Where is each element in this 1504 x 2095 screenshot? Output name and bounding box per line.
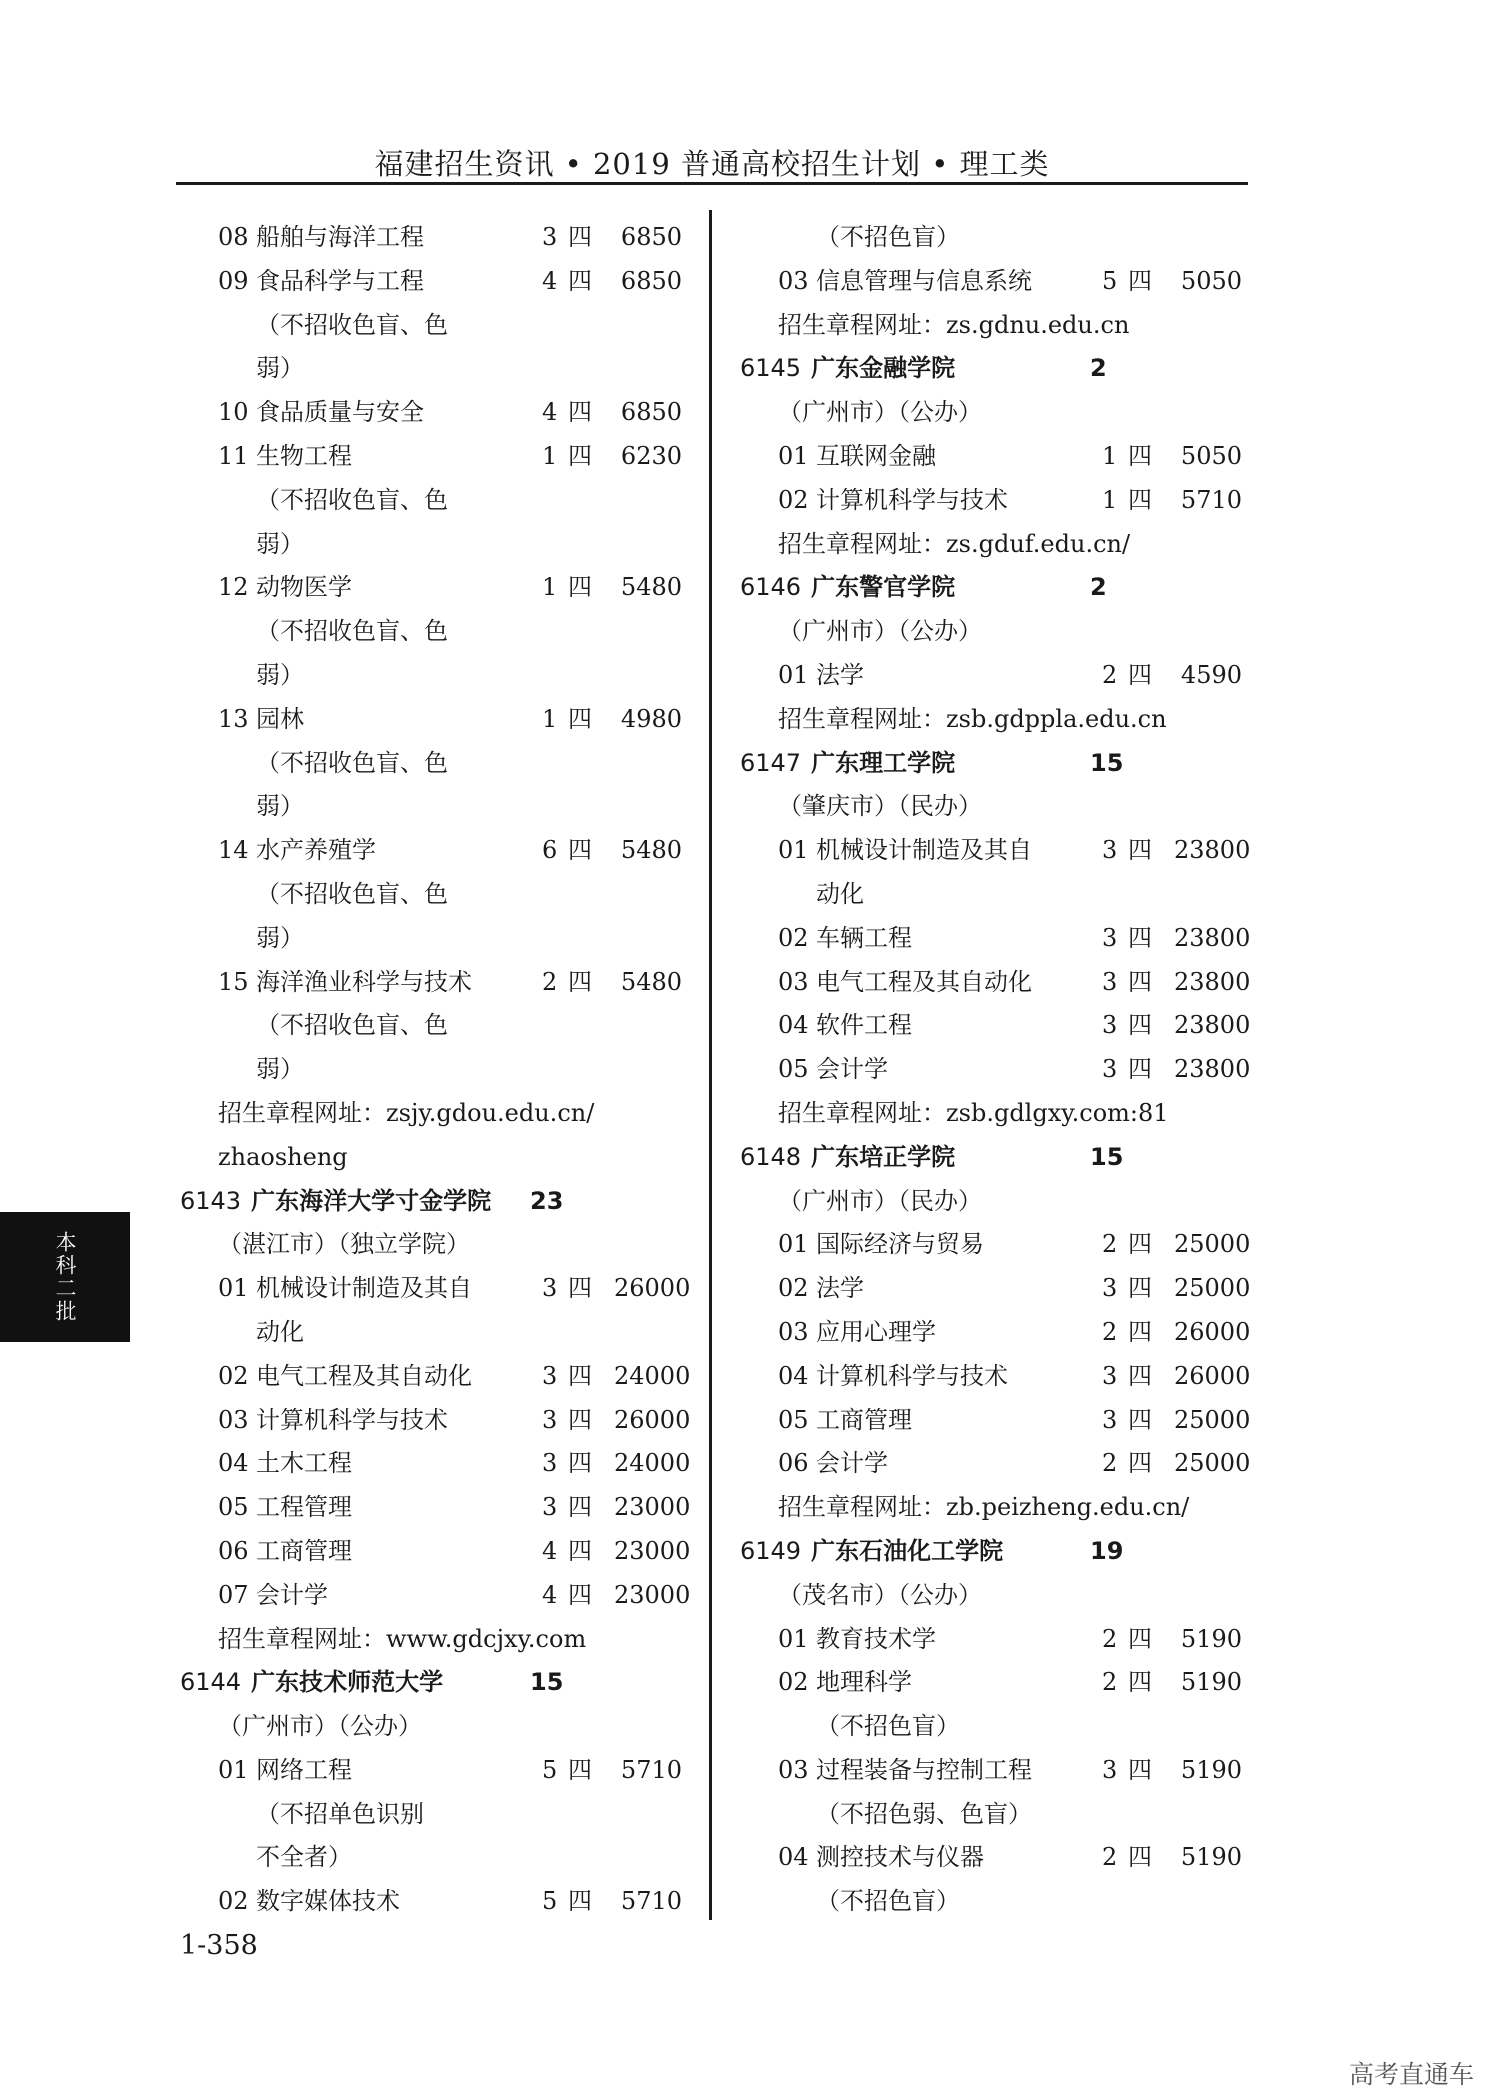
- page-number: 1-358: [180, 1930, 258, 1961]
- restriction-note: （不招收色盲、色: [256, 617, 448, 646]
- major-row: [180, 216, 680, 260]
- major-quota: 1: [542, 441, 558, 470]
- major-quota: 3: [1102, 1011, 1118, 1040]
- major-code: 02: [778, 923, 809, 952]
- major-quota: 3: [542, 1274, 558, 1303]
- major-name: 法学: [816, 1274, 864, 1303]
- info-line: 招生章程网址：zsb.gdppla.edu.cn: [778, 704, 1167, 733]
- major-duration: 四: [1128, 1449, 1152, 1478]
- major-row: [180, 1574, 691, 1618]
- right-column: [740, 216, 1251, 1924]
- major-row: [180, 1486, 691, 1530]
- major-fee: 25000: [1174, 1449, 1251, 1478]
- major-name: 会计学: [256, 1580, 328, 1609]
- major-duration: 四: [568, 1580, 592, 1609]
- major-duration: 四: [568, 441, 592, 470]
- major-name: 会计学: [816, 1449, 888, 1478]
- major-duration: 四: [1128, 485, 1152, 514]
- school-code: 6147: [740, 748, 802, 777]
- major-quota: 3: [1102, 1274, 1118, 1303]
- info-line: （广州市）（公办）: [218, 1712, 422, 1741]
- major-code: 03: [218, 1405, 249, 1434]
- major-row: [740, 1749, 1240, 1793]
- major-name: 土木工程: [256, 1449, 352, 1478]
- major-row: [740, 1311, 1251, 1355]
- major-name: 生物工程: [256, 441, 352, 470]
- major-row: [740, 654, 1240, 698]
- major-quota: 3: [1102, 1361, 1118, 1390]
- major-duration: 四: [568, 1361, 592, 1390]
- major-name: 食品质量与安全: [256, 398, 424, 427]
- major-fee: 25000: [1174, 1230, 1251, 1259]
- major-name: 机械设计制造及其自: [256, 1274, 472, 1303]
- major-row: [740, 1048, 1251, 1092]
- major-name: 会计学: [816, 1055, 888, 1084]
- major-code: 06: [778, 1449, 809, 1478]
- major-name: 国际经济与贸易: [816, 1230, 984, 1259]
- major-fee: 24000: [614, 1361, 691, 1390]
- restriction-note: （不招收色盲、色: [256, 1011, 448, 1040]
- school-quota: 15: [530, 1668, 564, 1697]
- major-duration: 四: [568, 266, 592, 295]
- school-name: 广东金融学院: [811, 354, 956, 383]
- major-duration: 四: [568, 1755, 592, 1784]
- major-duration: 四: [568, 398, 592, 427]
- major-name: 车辆工程: [816, 923, 912, 952]
- major-fee: 23800: [1174, 967, 1251, 996]
- major-fee: 26000: [1174, 1317, 1251, 1346]
- major-name: 计算机科学与技术: [816, 1361, 1008, 1390]
- major-row: [740, 1442, 1251, 1486]
- major-duration: 四: [1128, 660, 1152, 689]
- restriction-note: 弱）: [256, 923, 304, 952]
- major-fee: 26000: [614, 1274, 691, 1303]
- major-quota: 6: [542, 836, 558, 865]
- info-line: （广州市）（公办）: [778, 617, 982, 646]
- major-name: 电气工程及其自动化: [256, 1361, 472, 1390]
- major-duration: 四: [1128, 1624, 1152, 1653]
- major-name: 过程装备与控制工程: [816, 1755, 1032, 1784]
- school-quota: 23: [530, 1186, 564, 1215]
- school-code: 6148: [740, 1142, 802, 1171]
- major-name: 工商管理: [816, 1405, 912, 1434]
- restriction-note: （不招色盲）: [816, 223, 960, 251]
- school-quota: 19: [1090, 1536, 1124, 1565]
- info-line: 招生章程网址：zb.peizheng.edu.cn/: [778, 1493, 1190, 1522]
- major-row: [180, 1880, 680, 1924]
- restriction-note: （不招收色盲、色: [256, 748, 448, 777]
- major-fee: 23000: [614, 1580, 691, 1609]
- major-duration: 四: [1128, 1405, 1152, 1434]
- major-row: [740, 1836, 1240, 1880]
- major-code: 01: [778, 1624, 809, 1653]
- info-line: 招生章程网址：zsjy.gdou.edu.cn/: [218, 1098, 595, 1127]
- major-fee: 26000: [614, 1405, 691, 1434]
- major-code: 02: [778, 485, 809, 514]
- major-code: 14: [218, 836, 249, 865]
- restriction-note: 弱）: [256, 354, 304, 383]
- info-line: 招生章程网址：www.gdcjxy.com: [218, 1624, 587, 1653]
- major-row: [740, 479, 1240, 523]
- restriction-note: （不招色弱、色盲）: [816, 1799, 1032, 1828]
- major-code: 09: [218, 266, 249, 295]
- major-quota: 2: [1102, 1230, 1118, 1259]
- major-fee: 23800: [1174, 1011, 1251, 1040]
- major-code: 10: [218, 398, 249, 427]
- major-name: 工程管理: [256, 1493, 352, 1522]
- school-header: [740, 742, 1240, 786]
- major-fee: 5190: [1180, 1843, 1242, 1872]
- school-name: 广东培正学院: [811, 1142, 956, 1171]
- school-quota: 2: [1090, 354, 1107, 383]
- major-row: [180, 260, 680, 304]
- restriction-note: （不招收色盲、色: [256, 310, 448, 339]
- major-duration: 四: [568, 836, 592, 865]
- info-line: （茂名市）（公办）: [778, 1580, 982, 1609]
- page-header: 福建招生资讯 • 2019 普通高校招生计划 • 理工类: [374, 147, 1050, 181]
- major-code: 08: [218, 223, 249, 251]
- major-duration: 四: [1128, 1668, 1152, 1697]
- major-name: 测控技术与仪器: [816, 1843, 984, 1872]
- info-line: zhaosheng: [218, 1142, 348, 1171]
- school-name: 广东技术师范大学: [251, 1668, 444, 1697]
- header-rule: [176, 182, 1248, 185]
- side-tab-label: 本科二批: [53, 1231, 77, 1323]
- school-quota: 2: [1090, 573, 1107, 602]
- major-quota: 2: [1102, 1317, 1118, 1346]
- major-duration: 四: [1128, 1361, 1152, 1390]
- major-quota: 3: [1102, 967, 1118, 996]
- restriction-note: （不招色盲）: [816, 1887, 960, 1916]
- major-name: 电气工程及其自动化: [816, 967, 1032, 996]
- major-code: 07: [218, 1580, 249, 1609]
- major-quota: 2: [1102, 1449, 1118, 1478]
- school-code: 6149: [740, 1536, 802, 1565]
- major-code: 04: [778, 1843, 809, 1872]
- restriction-note: 不全者）: [256, 1843, 352, 1872]
- major-duration: 四: [568, 1536, 592, 1565]
- major-duration: 四: [568, 1449, 592, 1478]
- school-header: [180, 1180, 680, 1224]
- major-row: [740, 961, 1251, 1005]
- major-code: 02: [778, 1668, 809, 1697]
- major-code: 11: [218, 441, 249, 470]
- major-fee: 5190: [1180, 1668, 1242, 1697]
- major-fee: 4590: [1180, 660, 1242, 689]
- major-name: 软件工程: [816, 1011, 912, 1040]
- major-quota: 2: [1102, 1668, 1118, 1697]
- major-fee: 5480: [620, 967, 682, 996]
- info-line: （广州市）（公办）: [778, 398, 982, 427]
- major-quota: 1: [1102, 441, 1118, 470]
- major-duration: 四: [1128, 1317, 1152, 1346]
- restriction-note: （不招色盲）: [816, 1712, 960, 1741]
- left-column: [180, 216, 691, 1924]
- major-row: [180, 1399, 691, 1443]
- major-row: [740, 1355, 1251, 1399]
- major-row: [180, 435, 680, 479]
- major-fee: 6850: [620, 398, 682, 427]
- major-row: [740, 435, 1240, 479]
- major-code: 01: [778, 1230, 809, 1259]
- school-header: [180, 1661, 680, 1705]
- major-fee: 5190: [1180, 1755, 1242, 1784]
- major-row: [180, 698, 680, 742]
- major-fee: 26000: [1174, 1361, 1251, 1390]
- major-duration: 四: [1128, 441, 1152, 470]
- major-row: [180, 1267, 691, 1311]
- major-code: 01: [778, 660, 809, 689]
- major-name: 机械设计制造及其自: [816, 836, 1032, 865]
- major-code: 01: [218, 1274, 249, 1303]
- major-row: [180, 1530, 691, 1574]
- major-row: [180, 829, 680, 873]
- major-code: 06: [218, 1536, 249, 1565]
- major-quota: 2: [1102, 1624, 1118, 1653]
- major-row: [740, 1618, 1240, 1662]
- major-code: 12: [218, 573, 249, 602]
- major-duration: 四: [1128, 1755, 1152, 1784]
- major-code: 03: [778, 1317, 809, 1346]
- major-duration: 四: [1128, 1274, 1152, 1303]
- major-quota: 1: [542, 573, 558, 602]
- major-quota: 4: [542, 266, 558, 295]
- major-quota: 5: [542, 1755, 558, 1784]
- major-duration: 四: [1128, 266, 1152, 295]
- major-code: 01: [218, 1755, 249, 1784]
- major-code: 05: [778, 1055, 809, 1084]
- major-fee: 6850: [620, 223, 682, 251]
- major-quota: 5: [542, 1887, 558, 1916]
- info-line: （湛江市）（独立学院）: [218, 1230, 470, 1259]
- major-quota: 3: [542, 1493, 558, 1522]
- major-fee: 5710: [620, 1755, 682, 1784]
- school-name: 广东石油化工学院: [811, 1536, 1004, 1565]
- major-quota: 3: [1102, 1055, 1118, 1084]
- major-code: 15: [218, 967, 249, 996]
- major-quota: 3: [1102, 836, 1118, 865]
- major-row: [740, 1223, 1251, 1267]
- major-duration: 四: [1128, 923, 1152, 952]
- major-duration: 四: [568, 1274, 592, 1303]
- restriction-note: 弱）: [256, 529, 304, 558]
- major-quota: 3: [542, 223, 558, 251]
- major-name: 地理科学: [816, 1668, 912, 1697]
- major-code: 02: [778, 1274, 809, 1303]
- major-duration: 四: [568, 704, 592, 733]
- major-code: 03: [778, 1755, 809, 1784]
- school-quota: 15: [1090, 1142, 1124, 1171]
- major-duration: 四: [1128, 836, 1152, 865]
- major-fee: 6850: [620, 266, 682, 295]
- major-row: [740, 1399, 1251, 1443]
- major-name: 信息管理与信息系统: [816, 266, 1032, 295]
- school-header: [740, 1530, 1240, 1574]
- major-quota: 3: [542, 1361, 558, 1390]
- major-quota: 4: [542, 1536, 558, 1565]
- major-row: [740, 260, 1240, 304]
- major-name: 法学: [816, 660, 864, 689]
- major-name: 园林: [256, 704, 304, 733]
- major-row: [740, 1267, 1251, 1311]
- restriction-note: （不招收色盲、色: [256, 485, 448, 514]
- major-duration: 四: [568, 967, 592, 996]
- major-duration: 四: [568, 1493, 592, 1522]
- major-name: 计算机科学与技术: [256, 1405, 448, 1434]
- info-line: 招生章程网址：zs.gdnu.edu.cn: [778, 310, 1130, 339]
- major-fee: 25000: [1174, 1405, 1251, 1434]
- major-fee: 23800: [1174, 923, 1251, 952]
- major-fee: 24000: [614, 1449, 691, 1478]
- major-fee: 23000: [614, 1536, 691, 1565]
- major-quota: 3: [542, 1405, 558, 1434]
- restriction-note: （不招单色识别: [256, 1799, 424, 1828]
- major-quota: 4: [542, 1580, 558, 1609]
- school-quota: 15: [1090, 748, 1124, 777]
- major-name: 船舶与海洋工程: [256, 223, 424, 251]
- major-quota: 1: [1102, 485, 1118, 514]
- major-fee: 6230: [620, 441, 682, 470]
- major-quota: 1: [542, 704, 558, 733]
- info-line: 招生章程网址：zs.gduf.edu.cn/: [778, 529, 1131, 558]
- major-code: 02: [218, 1887, 249, 1916]
- major-row: [180, 1355, 691, 1399]
- school-header: [740, 347, 1240, 391]
- major-quota: 2: [1102, 1843, 1118, 1872]
- school-code: 6144: [180, 1668, 242, 1697]
- major-duration: 四: [568, 223, 592, 251]
- major-code: 13: [218, 704, 249, 733]
- major-code: 03: [778, 266, 809, 295]
- major-fee: 5480: [620, 573, 682, 602]
- info-line: （广州市）（民办）: [778, 1186, 982, 1215]
- school-header: [740, 1136, 1240, 1180]
- major-code: 01: [778, 836, 809, 865]
- major-row: [740, 1004, 1251, 1048]
- major-fee: 25000: [1174, 1274, 1251, 1303]
- major-name: 工商管理: [256, 1536, 352, 1565]
- watermark: 高考直通车: [1348, 2060, 1474, 2089]
- major-row: [180, 961, 680, 1005]
- major-quota: 2: [1102, 660, 1118, 689]
- school-name: 广东海洋大学寸金学院: [251, 1186, 492, 1215]
- major-row: [740, 917, 1251, 961]
- major-row: [180, 391, 680, 435]
- major-code: 04: [778, 1361, 809, 1390]
- major-duration: 四: [568, 1887, 592, 1916]
- major-row: [180, 1749, 680, 1793]
- major-fee: 4980: [620, 704, 682, 733]
- major-quota: 5: [1102, 266, 1118, 295]
- major-fee: 23800: [1174, 836, 1251, 865]
- major-code: 04: [218, 1449, 249, 1478]
- restriction-note: （不招收色盲、色: [256, 879, 448, 908]
- major-quota: 3: [1102, 923, 1118, 952]
- info-line: （肇庆市）（民办）: [778, 792, 982, 821]
- major-duration: 四: [568, 1405, 592, 1434]
- major-name: 计算机科学与技术: [816, 485, 1008, 514]
- major-duration: 四: [1128, 967, 1152, 996]
- major-name-continued: 动化: [256, 1317, 304, 1346]
- column-divider: [709, 210, 712, 1920]
- major-code: 05: [778, 1405, 809, 1434]
- major-name-continued: 动化: [816, 879, 864, 908]
- major-code: 04: [778, 1011, 809, 1040]
- major-fee: 5050: [1180, 441, 1242, 470]
- restriction-note: 弱）: [256, 660, 304, 689]
- major-quota: 3: [1102, 1405, 1118, 1434]
- major-fee: 5050: [1180, 266, 1242, 295]
- major-row: [740, 829, 1251, 873]
- major-quota: 3: [542, 1449, 558, 1478]
- school-code: 6145: [740, 354, 802, 383]
- major-fee: 5710: [620, 1887, 682, 1916]
- info-line: 招生章程网址：zsb.gdlgxy.com:81: [778, 1098, 1169, 1127]
- restriction-note: 弱）: [256, 1055, 304, 1084]
- major-code: 02: [218, 1361, 249, 1390]
- major-name: 海洋渔业科学与技术: [256, 967, 472, 996]
- restriction-note: 弱）: [256, 792, 304, 821]
- major-code: 03: [778, 967, 809, 996]
- major-quota: 3: [1102, 1755, 1118, 1784]
- major-quota: 2: [542, 967, 558, 996]
- major-row: [740, 1661, 1240, 1705]
- major-fee: 5710: [1180, 485, 1242, 514]
- major-fee: 5480: [620, 836, 682, 865]
- major-name: 数字媒体技术: [256, 1887, 400, 1916]
- school-name: 广东理工学院: [811, 748, 956, 777]
- major-row: [180, 566, 680, 610]
- major-name: 水产养殖学: [256, 836, 376, 865]
- major-name: 动物医学: [256, 573, 352, 602]
- major-duration: 四: [1128, 1230, 1152, 1259]
- school-name: 广东警官学院: [811, 573, 956, 602]
- major-duration: 四: [1128, 1055, 1152, 1084]
- school-code: 6146: [740, 573, 802, 602]
- school-header: [740, 566, 1240, 610]
- major-code: 05: [218, 1493, 249, 1522]
- major-name: 网络工程: [256, 1755, 352, 1784]
- major-fee: 23800: [1174, 1055, 1251, 1084]
- major-quota: 4: [542, 398, 558, 427]
- major-name: 教育技术学: [816, 1624, 936, 1653]
- major-fee: 23000: [614, 1493, 691, 1522]
- major-duration: 四: [1128, 1843, 1152, 1872]
- school-code: 6143: [180, 1186, 242, 1215]
- section-side-tab: [0, 1212, 130, 1342]
- major-duration: 四: [568, 573, 592, 602]
- major-name: 互联网金融: [816, 441, 936, 470]
- major-row: [180, 1442, 691, 1486]
- major-fee: 5190: [1180, 1624, 1242, 1653]
- major-name: 应用心理学: [816, 1317, 936, 1346]
- major-name: 食品科学与工程: [256, 266, 424, 295]
- major-code: 01: [778, 441, 809, 470]
- major-duration: 四: [1128, 1011, 1152, 1040]
